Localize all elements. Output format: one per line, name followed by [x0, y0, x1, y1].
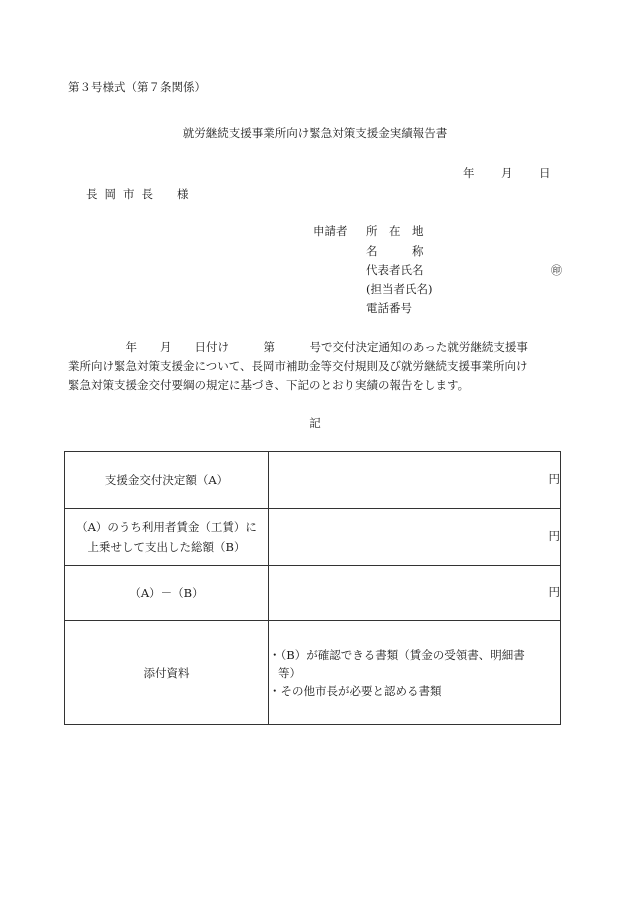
applicant-heading: 申請者: [313, 224, 348, 238]
row-label-grant-amount: 支援金交付決定額（A）: [65, 452, 269, 509]
addressee-honorific: 様: [177, 187, 189, 201]
document-title: 就労継続支援事業所向け緊急対策支援金実績報告書: [182, 126, 448, 140]
applicant-representative-label: 代表者氏名: [366, 263, 424, 277]
row-value-wage-total: 円: [269, 509, 561, 566]
row-label-attachments: 添付資料: [65, 621, 269, 725]
body-line-3: 緊急対策支援金交付要綱の規定に基づき、下記のとおり実績の報告をします。: [68, 378, 470, 392]
row-value-attachments: [269, 621, 561, 725]
row-label-wage-total: [65, 509, 269, 566]
attachment-item-1-line-2: 等）: [278, 665, 301, 680]
attachment-item-1-line-1: ・（B）が確認できる書類（賃金の受領書、明細書: [269, 647, 525, 662]
table-row: [65, 509, 561, 566]
seal-icon: ㊞: [551, 264, 562, 277]
table-row: [65, 566, 561, 621]
form-number: 第３号様式（第７条関係）: [68, 80, 206, 94]
report-table: [64, 451, 561, 725]
addressee-name: 長岡市長: [86, 187, 160, 201]
date-day: 日: [539, 166, 551, 180]
ki-heading: 記: [309, 416, 321, 430]
date-year: 年: [463, 166, 475, 180]
body-line-2: 業所向け緊急対策支援金について、長岡市補助金等交付規則及び就労継続支援事業所向け: [68, 359, 528, 373]
row-label-wage-total-line-1: （A）のうち利用者賃金（工賃）に: [76, 520, 257, 534]
row-value-difference: 円: [269, 566, 561, 621]
table-row: [65, 621, 561, 725]
body-line-1: 年 月 日付け 第 号で交付決定通知のあった就労継続支援事: [68, 340, 528, 354]
report-body: [68, 338, 563, 395]
applicant-name-label: 名 称: [366, 244, 424, 258]
applicant-phone-label: 電話番号: [366, 301, 412, 315]
applicant-address-label: 所 在 地: [366, 224, 424, 238]
attachment-item-2: ・その他市長が必要と認める書類: [269, 683, 442, 698]
row-value-grant-amount: 円: [269, 452, 561, 509]
row-label-wage-total-line-2: 上乗せして支出した総額（B）: [87, 540, 246, 554]
date-month: 月: [501, 166, 513, 180]
row-label-difference: （A）－（B）: [65, 566, 269, 621]
applicant-contact-person-label: (担当者氏名): [366, 282, 433, 296]
table-row: [65, 452, 561, 509]
